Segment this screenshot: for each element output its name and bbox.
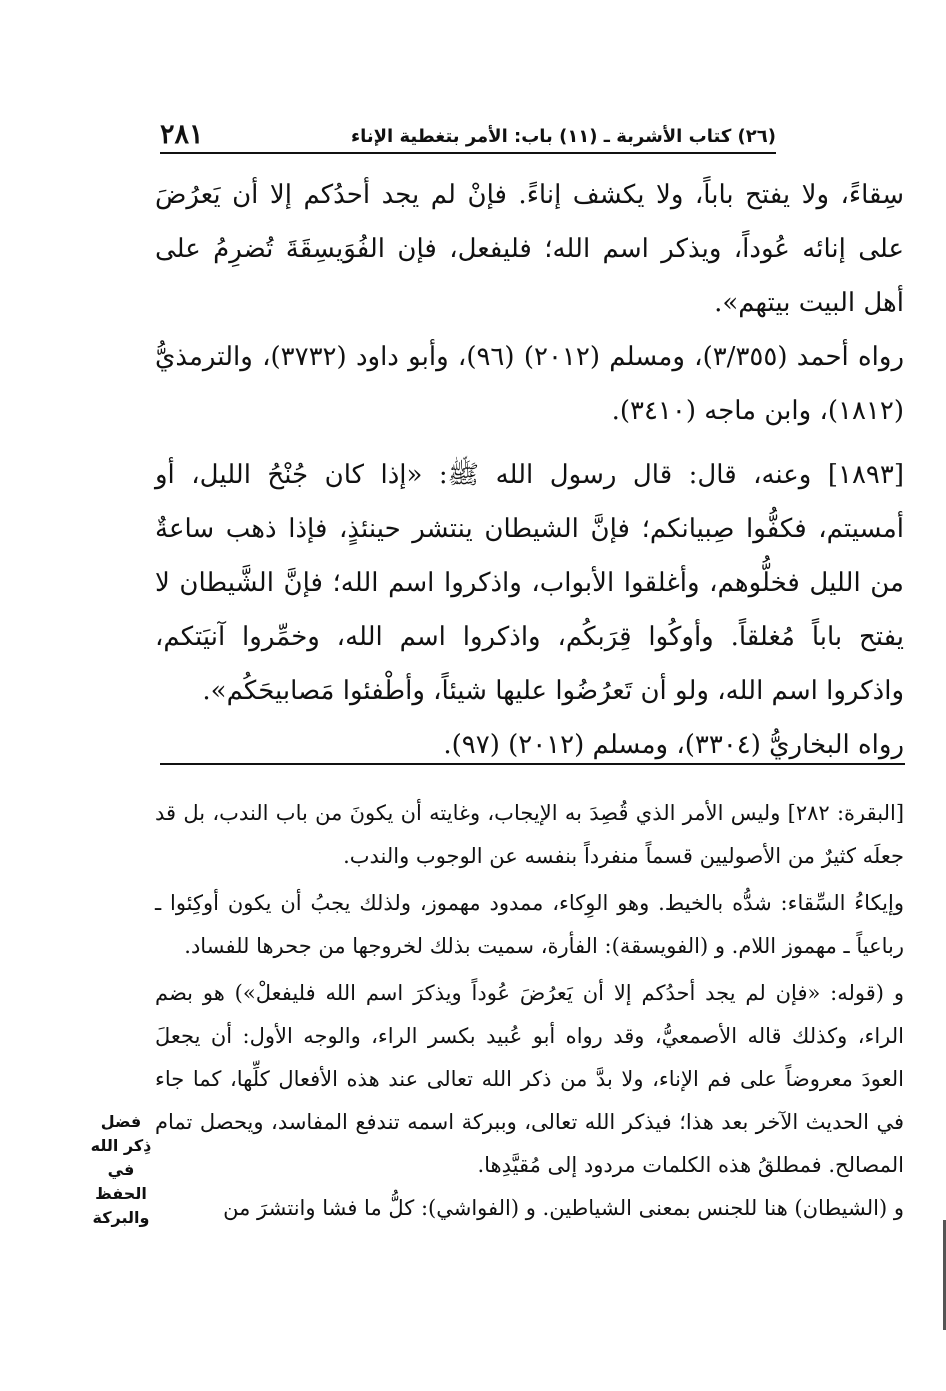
margin-heading xyxy=(80,1110,162,1230)
commentary-paragraph: [البقرة: ٢٨٢] وليس الأمر الذي قُصِدَ به الإيجاب، وغايته أن يكونَ من باب الندب، بل قد جعلَه كثيرٌ من الأصوليين قسماً منفرداً بنفسه عن الوجوب والندب. xyxy=(155,801,905,868)
margin-heading-line: والبركة xyxy=(92,1208,150,1227)
page-number: ٢٨١ xyxy=(160,119,204,150)
hadith-source: رواه أحمد (٣/٣٥٥)، ومسلم (٢٠١٢) (٩٦)، وأبو داود (٣٧٣٢)، والترمذيُّ (١٨١٢)، وابن ماجه (٣٤١٠). xyxy=(155,342,905,426)
running-title: (٢٦) كتاب الأشربة ـ (١١) باب: الأمر بتغطية الإناء xyxy=(350,126,776,147)
margin-heading-line: في xyxy=(107,1160,135,1179)
commentary-paragraph: و (الشيطان) هنا للجنس بمعنى الشياطين. و (الفواشي): كلُّ ما فشا وانتشرَ من xyxy=(223,1196,904,1220)
page-header xyxy=(160,110,776,154)
commentary-paragraph: و (قوله: «فإن لم يجد أحدُكم إلا أن يَعرُضَ عُوداً ويذكرَ اسم الله فليفعلْ») هو بضم الراء، وكذلك قاله الأصمعيُّ، وقد رواه أبو عُبيد بكسر الراء، والوجه الأول: أن يجعلَ العودَ معروضاً على فم الإناء، ولا بدَّ من ذكر الله تعالى عند هذه الأفعال كلِّها، كما جاء في الحديث الآخر بعد هذا؛ فيذكر الله تعالى، وببركة اسمه تندفع المفاسد، ويحصل تمام المصالح. فمطلقُ هذه الكلمات مردود إلى مُقيَّدِها. xyxy=(155,981,904,1177)
margin-heading-line: فضل xyxy=(100,1112,142,1131)
hadith-continuation: سِقاءً، ولا يفتح باباً، ولا يكشف إناءً. فإنْ لم يجد أحدُكم إلا أن يَعرُضَ على إنائه عُوداً، ويذكر اسم الله؛ فليفعل، فإن الفُوَيسِقَةَ تُضرِمُ على أهل البيت بيتهم». xyxy=(155,180,904,318)
margin-heading-line: الحفظ xyxy=(95,1184,147,1203)
commentary xyxy=(155,792,904,1230)
hadith-1893: [١٨٩٣] وعنه، قال: قال رسول الله ﷺ: «إذا كان جُنْحُ الليل، أو أمسيتم، فكفُّوا صِبيانكم؛ فإنَّ الشيطان ينتشر حينئذٍ، فإذا ذهب ساعةٌ من الليل فخلُّوهم، وأغلقوا الأبواب، واذكروا اسم الله؛ فإنَّ الشَّيطان لا يفتح باباً مُغلقاً. وأوكُوا قِرَبكُم، واذكروا اسم الله، وخمِّروا آنيَتكم، واذكروا اسم الله، ولو أن تَعرُضُوا عليها شيئاً، وأطْفئوا مَصابيحَكُم». xyxy=(155,460,904,706)
margin-heading-line: ذِكر الله xyxy=(90,1136,152,1155)
hadith-1893-source: رواه البخاريُّ (٣٣٠٤)، ومسلم (٢٠١٢) (٩٧). xyxy=(443,730,904,760)
commentary-paragraph: وإيكاءُ السِّقاء: شدُّه بالخيط. وهو الوِكاء، ممدود مهموز، ولذلك يجبُ أن يكون أوكِئوا ـ رباعياً ـ مهموز اللام. و (الفويسقة): الفأرة، سميت بذلك لخروجها من جحرها للفساد. xyxy=(155,891,904,958)
footnote-divider xyxy=(160,763,905,765)
main-text xyxy=(155,168,904,772)
